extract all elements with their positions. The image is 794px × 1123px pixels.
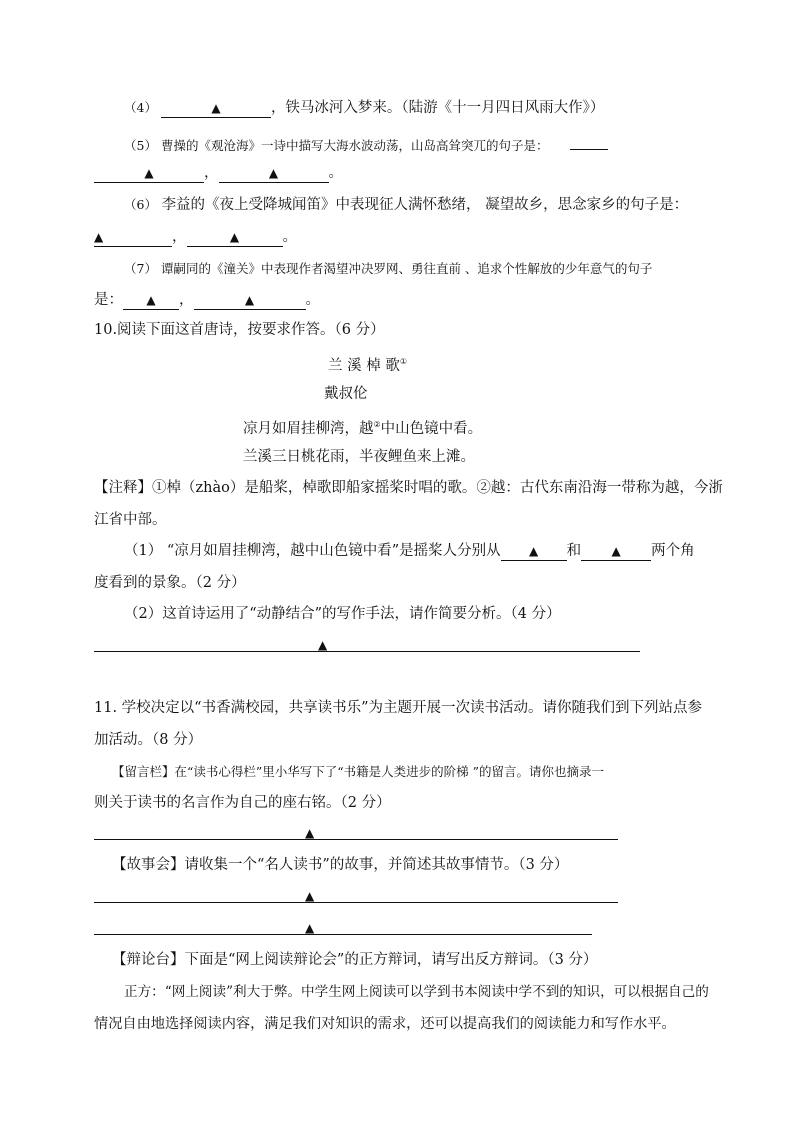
guestbook-line-2: 则关于读书的名言作为自己的座右铭。（2 分） [94,795,391,811]
q6-separator: ， [172,229,187,245]
q10-sub1 [124,541,695,561]
answer-marker-icon: ▲ [305,889,315,903]
debate-prompt: 【辩论台】下面是“网上阅读辩论会”的正方辩词，请写出反方辩词。（3 分） [112,952,598,968]
q10-sub1-blank-2[interactable] [581,543,651,561]
poem-title-text: 兰 溪 棹 歌 [328,357,400,374]
q7-number: （7） [124,261,157,276]
q4-text: ，铁马冰河入梦来。（陆游《十一月四日风雨大作》） [270,100,605,116]
poem-title [328,352,407,376]
q7-blank-2[interactable] [194,292,306,310]
q10-sub1-text-c: 两个角 [651,543,695,559]
q5-line [124,132,608,156]
story-answer-line-2[interactable] [94,934,592,935]
answer-marker-icon: ▲ [318,638,328,652]
q6-line [124,195,688,215]
answer-marker-icon: ▲ [529,544,539,558]
q11-heading-2: 加活动。（8 分） [94,732,203,748]
q5-number: （5） [124,138,157,153]
q6-text: 李益的《夜上受降城闻笛》中表现征人满怀愁绪， 凝望故乡，思念家乡的句子是： [161,197,689,213]
q10-sub2: （2）这首诗运用了“动静结合”的写作手法，请作简要分析。（4 分） [124,606,561,622]
guestbook-answer-line[interactable] [94,839,618,840]
q10-sub1-blank-1[interactable] [501,543,567,561]
q6-blank-2[interactable] [187,229,283,247]
q10-sub1-text-a: （1） “凉月如眉挂柳湾，越中山色镜中看”是摇桨人分别从 [124,543,501,559]
q4-number: （4） [124,100,157,115]
q11-heading-1: 11. 学校决定以“书香满校园，共享读书乐”为主题开展一次读书活动。请你随我们到下列站点参 [94,700,702,716]
answer-marker-icon: ▲ [229,230,240,244]
answer-marker-icon: ▲ [94,230,104,244]
poem-line-1a: 凉月如眉挂柳湾，越 [243,420,374,437]
answer-marker-icon: ▲ [305,921,315,935]
poem-notes-1: 【注释】①棹（zhào）是船桨，棹歌即船家摇桨时唱的歌。②越：古代东南沿海一带称为越，今浙 [94,480,723,496]
affirmative-line-1: 正方：“网上阅读”利大于弊。中学生网上阅读可以学到书本阅读中学不到的知识，可以根据自己的 [124,984,709,1000]
q7-text: 谭嗣同的《潼关》中表现作者渴望冲决罗网、勇往直前 、追求个性解放的少年意气的句子 [160,261,653,276]
poem-line-2: 兰溪三日桃花雨，半夜鲤鱼来上滩。 [243,449,475,465]
answer-marker-icon: ▲ [305,826,315,840]
poem-line-1-note: ② [373,420,381,429]
q5-end: 。 [328,165,343,181]
q6-number: （6） [124,197,157,212]
affirmative-line-2: 情况自由地选择阅读内容，满足我们对知识的需求，还可以提高我们的阅读能力和写作水平。 [94,1016,676,1032]
guestbook-line-1: 【留言栏】在“读书心得栏”里小华写下了“书籍是人类进步的阶梯 ”的留言。请你也摘录一 [112,764,605,779]
q6-line2 [94,227,297,247]
q6-blank-1[interactable] [94,229,172,247]
q5-blank-start[interactable] [570,132,608,150]
answer-marker-icon: ▲ [244,293,255,307]
q5-blank-1[interactable] [94,165,204,183]
q7-separator: ， [179,292,194,308]
q7-prefix: 是： [94,292,123,308]
q10-answer-line[interactable] [94,651,640,652]
q5-separator: ， [204,165,219,181]
q10-sub1-text-b: 和 [566,543,582,559]
answer-marker-icon: ▲ [144,166,154,180]
q7-line [124,259,652,279]
answer-marker-icon: ▲ [268,166,279,180]
poem-author: 戴叔伦 [324,386,368,402]
q4-line [124,98,604,118]
q5-line2 [94,163,343,183]
poem-title-note: ① [399,357,407,366]
answer-marker-icon: ▲ [211,101,221,115]
story-answer-line-1[interactable] [94,902,618,903]
q4-blank[interactable] [161,100,271,118]
q10-sub1-line2: 度看到的景象。（2 分） [94,575,246,591]
poem-notes-2: 江省中部。 [94,512,167,528]
story-prompt: 【故事会】请收集一个“名人读书”的故事，并简述其故事情节。（3 分） [112,857,569,873]
q6-end: 。 [282,229,297,245]
answer-marker-icon: ▲ [611,544,621,558]
q7-line2 [94,290,320,310]
poem-line-1 [243,415,482,439]
q7-end: 。 [305,292,320,308]
answer-marker-icon: ▲ [146,293,156,307]
q7-blank-1[interactable] [123,292,179,310]
q10-heading: 10.阅读下面这首唐诗，按要求作答。（6 分） [94,322,385,338]
poem-line-1b: 中山色镜中看。 [380,420,483,437]
q5-blank-2[interactable] [219,165,329,183]
q5-text: 曹操的《观沧海》一诗中描写大海水波动荡，山岛高耸突兀的句子是： [160,138,549,153]
